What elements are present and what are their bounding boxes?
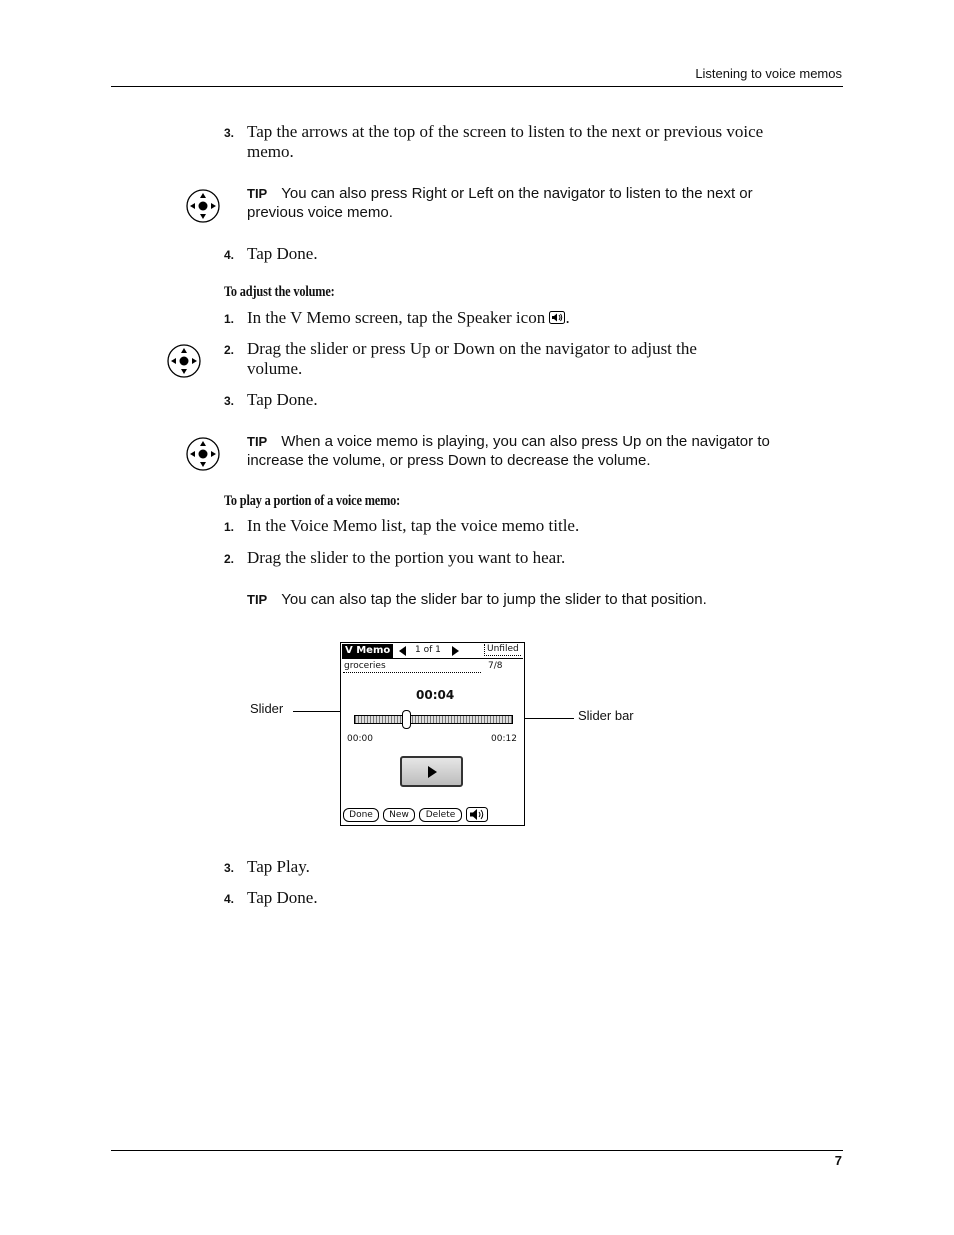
running-head: Listening to voice memos — [695, 66, 842, 81]
elapsed-time: 00:04 — [416, 688, 455, 702]
speaker-icon[interactable] — [466, 807, 488, 822]
callout-slider: Slider — [250, 701, 284, 716]
title-underline-dotted — [343, 672, 481, 673]
section-heading: To play a portion of a voice memo: — [224, 493, 401, 509]
navigator-icon — [167, 344, 201, 378]
next-arrow-icon[interactable] — [451, 646, 459, 656]
step-number: 4. — [224, 892, 235, 906]
step-text-line: In the V Memo screen, tap the Speaker icon . — [247, 308, 570, 327]
tip-text: previous voice memo. — [247, 204, 393, 221]
tip-line — [247, 184, 837, 203]
tip-text: You can also tap the slider bar to jump the slider to that position. — [281, 591, 707, 608]
step-number: 1. — [224, 520, 235, 534]
play-button[interactable] — [400, 756, 463, 787]
step-text-line: volume. — [247, 359, 303, 378]
play-icon — [428, 766, 437, 778]
title-underline — [342, 658, 523, 659]
step-text-line: Tap Done. — [247, 888, 318, 907]
vmemo-screenshot — [340, 642, 525, 826]
step-number: 1. — [224, 312, 235, 326]
navigator-icon — [186, 437, 220, 471]
step-text-line: Tap Done. — [247, 390, 318, 409]
tip-text: When a voice memo is playing, you can also press Up on the navigator to — [281, 433, 770, 450]
tip-line — [247, 590, 837, 609]
step-number: 3. — [224, 861, 235, 875]
step-number: 4. — [224, 248, 235, 262]
previous-arrow-icon[interactable] — [399, 646, 407, 656]
header-rule — [111, 86, 843, 87]
new-button[interactable]: New — [383, 808, 415, 822]
footer-rule — [111, 1150, 843, 1151]
step-text-line: Tap the arrows at the top of the screen to listen to the next or previous voice — [247, 122, 764, 141]
step-number: 2. — [224, 343, 235, 357]
step-text-line: Drag the slider or press Up or Down on the navigator to adjust the — [247, 339, 697, 358]
slider-bar[interactable] — [354, 715, 513, 724]
tip-text: increase the volume, or press Down to decrease the volume. — [247, 452, 651, 469]
app-title: V Memo — [342, 644, 393, 658]
delete-button[interactable]: Delete — [419, 808, 462, 822]
pager: 1 of 1 — [415, 645, 441, 655]
slider-thumb[interactable] — [402, 710, 411, 729]
step-text-line: Drag the slider to the portion you want to hear. — [247, 548, 566, 567]
tip-label: TIP — [247, 592, 268, 607]
start-time: 00:00 — [347, 734, 373, 744]
step-text-line: Tap Play. — [247, 857, 310, 876]
tip-line — [247, 432, 837, 451]
navigator-icon — [186, 189, 220, 223]
done-button[interactable]: Done — [343, 808, 379, 822]
tip-label: TIP — [247, 434, 268, 449]
step-text-line: memo. — [247, 142, 294, 161]
step-number: 2. — [224, 552, 235, 566]
category-picker[interactable]: Unfiled — [484, 644, 521, 656]
speaker-icon — [549, 311, 565, 324]
memo-title: groceries — [344, 661, 386, 671]
step-text-line: Tap Done. — [247, 244, 318, 263]
end-time: 00:12 — [491, 734, 517, 744]
callout-slider-bar: Slider bar — [578, 708, 634, 723]
memo-date: 7/8 — [488, 661, 503, 671]
step-number: 3. — [224, 126, 235, 140]
step-number: 3. — [224, 394, 235, 408]
tip-text: You can also press Right or Left on the navigator to listen to the next or — [281, 185, 753, 202]
section-heading: To adjust the volume: — [224, 284, 335, 300]
tip-label: TIP — [247, 186, 268, 201]
step-text-line: In the Voice Memo list, tap the voice memo title. — [247, 516, 580, 535]
page-number: 7 — [834, 1153, 842, 1168]
